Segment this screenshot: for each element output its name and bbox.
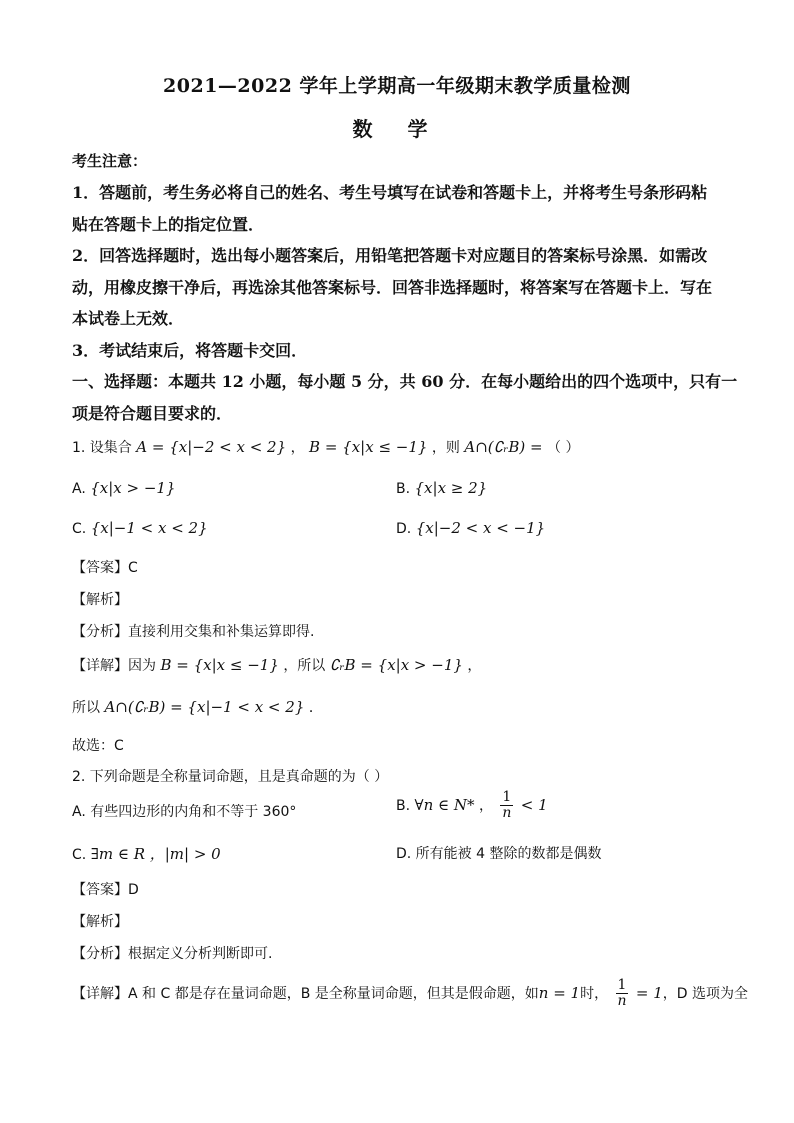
q1-sep: ， bbox=[290, 440, 305, 456]
section-heading-line-2: 项是符合题目要求的． bbox=[72, 404, 233, 423]
q1-detail-tag: 【详解】 bbox=[72, 658, 128, 674]
q1-conclusion: 故选：C bbox=[72, 738, 124, 754]
q1-option-a bbox=[72, 479, 176, 497]
q1-answer-tag: 【答案】 bbox=[72, 560, 128, 576]
q2-answer-value: D bbox=[128, 882, 139, 898]
q2-fenxi-text: 根据定义分析判断即可. bbox=[128, 946, 273, 962]
q2-option-b-fraction bbox=[500, 790, 513, 822]
q2-detail-b: n = 1 bbox=[538, 983, 581, 1002]
q1-answer bbox=[72, 557, 138, 577]
q1-detail-1a: 因为 bbox=[128, 658, 156, 674]
q2-option-b-quantifier: ∀n ∈ N* bbox=[414, 795, 475, 814]
q2-option-c bbox=[72, 843, 221, 864]
q1-option-d-label: D. bbox=[396, 521, 412, 537]
q1-option-c-label: C. bbox=[72, 521, 87, 537]
q2-stem: 2. 下列命题是全称量词命题，且是真命题的为（ ） bbox=[72, 769, 389, 785]
q2-detail-denominator: n bbox=[617, 993, 627, 1010]
q1-detail-2b: A∩(∁ᵣB) = {x|−1 < x < 2} bbox=[104, 698, 305, 716]
q2-option-b bbox=[396, 790, 548, 822]
q1-detail-1e: ， bbox=[467, 658, 482, 674]
q1-option-c bbox=[72, 519, 208, 537]
q1-detail-1d: ∁ᵣB = {x|x > −1} bbox=[329, 656, 463, 674]
q2-detail-tag: 【详解】 bbox=[72, 985, 128, 1002]
notice-line-3: 2．回答选择题时，选出每小题答案后，用铅笔把答题卡对应题目的答案标号涂黑．如需改 bbox=[72, 246, 708, 265]
q2-detail-line bbox=[72, 978, 748, 1010]
q1-analysis-tag: 【解析】 bbox=[72, 592, 128, 608]
q2-detail-d: = 1 bbox=[635, 983, 663, 1002]
exam-title: 2021—2022 学年上学期高一年级期末教学质量检测 bbox=[163, 75, 631, 97]
q2-analysis-tag: 【解析】 bbox=[72, 914, 128, 930]
notice-line-4: 动，用橡皮擦干净后，再选涂其他答案标号．回答非选择题时，将答案写在答题卡上．写在 bbox=[72, 278, 713, 297]
section-heading-line-1: 一、选择题：本题共 12 小题，每小题 5 分，共 60 分．在每小题给出的四个选项中，只有一 bbox=[72, 372, 738, 391]
q1-expr: A∩(∁ᵣB) = bbox=[464, 438, 543, 456]
notice-line-5: 本试卷上无效． bbox=[72, 309, 185, 328]
q2-detail-numerator: 1 bbox=[617, 977, 627, 993]
q2-option-c-value: ∃m ∈ R ，|m| > 0 bbox=[90, 845, 221, 863]
q2-option-a: A. 有些四边形的内角和不等于 360° bbox=[72, 804, 297, 820]
q2-fenxi-tag: 【分析】 bbox=[72, 946, 128, 962]
q1-option-b bbox=[396, 479, 487, 497]
q1-option-b-label: B. bbox=[396, 481, 411, 497]
q1-detail-2a: 所以 bbox=[72, 700, 100, 716]
q1-set-b: B = {x|x ≤ −1} bbox=[309, 438, 428, 456]
notice-heading: 考生注意： bbox=[72, 152, 148, 170]
q1-suffix: （ ） bbox=[547, 440, 580, 456]
notice-line-2: 贴在答题卡上的指定位置． bbox=[72, 215, 265, 234]
q1-detail-line-1 bbox=[72, 655, 481, 675]
q2-option-b-comma: ， bbox=[478, 797, 493, 814]
q2-detail-fraction bbox=[616, 978, 629, 1010]
notice-line-1: 1．答题前，考生务必将自己的姓名、考生号填写在试卷和答题卡上，并将考生号条形码粘 bbox=[72, 183, 708, 202]
q1-fenxi-tag: 【分析】 bbox=[72, 624, 128, 640]
q1-option-c-value: {x|−1 < x < 2} bbox=[90, 519, 208, 537]
q1-detail-2c: ． bbox=[308, 700, 323, 716]
q2-answer bbox=[72, 879, 139, 899]
q2-detail-a: A 和 C 都是存在量词命题，B 是全称量词命题，但其是假命题，如 bbox=[128, 985, 539, 1002]
q1-option-d-value: {x|−2 < x < −1} bbox=[415, 519, 546, 537]
q2-fenxi bbox=[72, 943, 272, 963]
q2-option-b-denominator: n bbox=[502, 805, 512, 822]
q2-answer-tag: 【答案】 bbox=[72, 882, 128, 898]
q2-option-b-ineq: < 1 bbox=[520, 795, 548, 814]
q2-detail-c: 时， bbox=[580, 985, 609, 1002]
q2-option-b-label: B. bbox=[396, 797, 411, 814]
q2-option-b-numerator: 1 bbox=[502, 789, 512, 805]
q1-option-a-label: A. bbox=[72, 481, 86, 497]
q1-answer-value: C bbox=[128, 560, 138, 576]
q2-option-c-label: C. bbox=[72, 847, 87, 863]
notice-line-6: 3．考试结束后，将答题卡交回． bbox=[72, 341, 308, 360]
q1-prefix: 1. 设集合 bbox=[72, 440, 132, 456]
q1-detail-1c: ，所以 bbox=[283, 658, 326, 674]
q2-option-d: D. 所有能被 4 整除的数都是偶数 bbox=[396, 846, 602, 862]
q2-detail-e: ，D 选项为全 bbox=[662, 985, 749, 1002]
exam-subject: 数 学 bbox=[352, 117, 442, 141]
q1-stem bbox=[72, 437, 579, 457]
q1-fenxi bbox=[72, 621, 314, 641]
q1-set-a: A = {x|−2 < x < 2} bbox=[136, 438, 287, 456]
q1-option-b-value: {x|x ≥ 2} bbox=[414, 479, 488, 497]
q1-fenxi-text: 直接利用交集和补集运算即得. bbox=[128, 624, 315, 640]
q1-option-a-value: {x|x > −1} bbox=[90, 479, 176, 497]
q1-detail-1b: B = {x|x ≤ −1} bbox=[160, 656, 279, 674]
q1-option-d bbox=[396, 519, 545, 537]
q1-detail-line-2 bbox=[72, 697, 323, 717]
q1-mid: ，则 bbox=[431, 440, 460, 456]
